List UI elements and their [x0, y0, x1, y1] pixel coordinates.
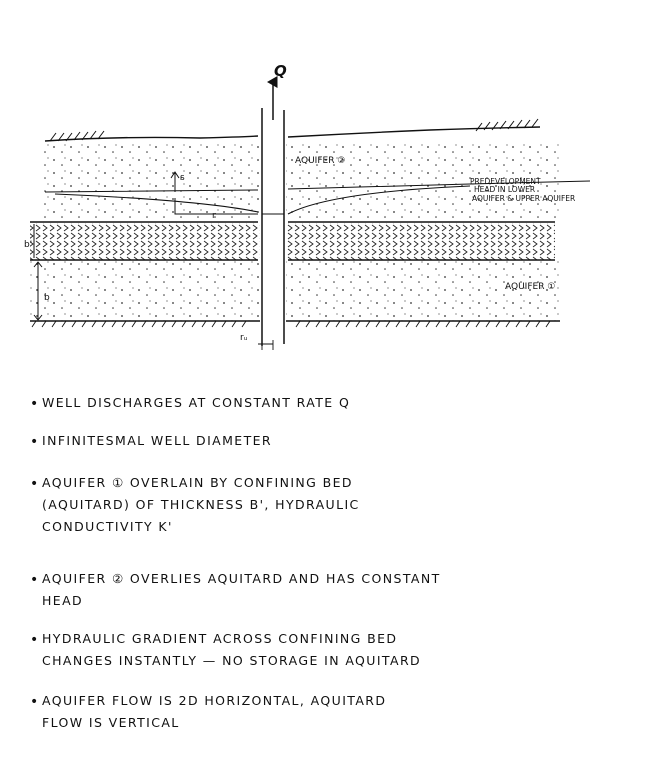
lower-aquifer-fill	[30, 261, 560, 321]
predevelopment-label-1: PREDEVELOPMENT	[470, 177, 541, 186]
bullet-icon: •	[30, 476, 40, 492]
note-item	[30, 568, 441, 612]
aquifer-bottom-label: AQUIFER ①	[505, 282, 556, 292]
aquifer-top-label: AQUIFER ②	[295, 156, 346, 166]
note-line: AQUIFER ① OVERLAIN BY CONFINING BED	[42, 475, 353, 490]
note-line: (AQUITARD) OF THICKNESS B', HYDRAULIC	[42, 496, 360, 512]
bullet-icon: •	[30, 694, 40, 710]
base-hatch	[32, 321, 550, 327]
ground-surface	[45, 127, 540, 141]
note-line: CHANGES INSTANTLY — NO STORAGE IN AQUITARD	[42, 652, 422, 668]
note-line: HYDRAULIC GRADIENT ACROSS CONFINING BED	[42, 631, 398, 646]
note-line: FLOW IS VERTICAL	[42, 714, 180, 730]
note-line: HEAD	[42, 592, 84, 608]
note-item	[30, 690, 386, 734]
predevelopment-label-3: AQUIFER & UPPER AQUIFER	[472, 194, 576, 203]
note-line: AQUIFER FLOW IS 2D HORIZONTAL, AQUITARD	[42, 693, 387, 708]
bullet-icon: •	[30, 572, 40, 588]
note-line: INFINITESMAL WELL DIAMETER	[42, 433, 273, 448]
drawdown-label: s	[180, 173, 185, 183]
note-item	[30, 430, 272, 452]
bullet-icon: •	[30, 434, 40, 450]
aquifer-thickness-label: b	[44, 293, 50, 303]
well-radius-label: rᵤ	[240, 333, 248, 343]
note-line: AQUIFER ② OVERLIES AQUITARD AND HAS CONSTANT	[42, 571, 441, 586]
discharge-label: Q	[274, 62, 287, 80]
note-item	[30, 628, 421, 672]
bullet-icon: •	[30, 396, 40, 412]
predevelopment-label-2: HEAD IN LOWER	[474, 185, 536, 194]
well-casing	[260, 110, 286, 346]
aquitard-thickness-label: b'	[24, 240, 33, 250]
aquitard-fill	[30, 223, 555, 260]
note-line: CONDUCTIVITY K'	[42, 518, 173, 534]
note-item	[30, 392, 350, 414]
radius-label: r	[212, 211, 216, 221]
bullet-icon: •	[30, 632, 40, 648]
note-line: WELL DISCHARGES AT CONSTANT RATE Q	[42, 395, 351, 410]
note-item	[30, 472, 360, 538]
